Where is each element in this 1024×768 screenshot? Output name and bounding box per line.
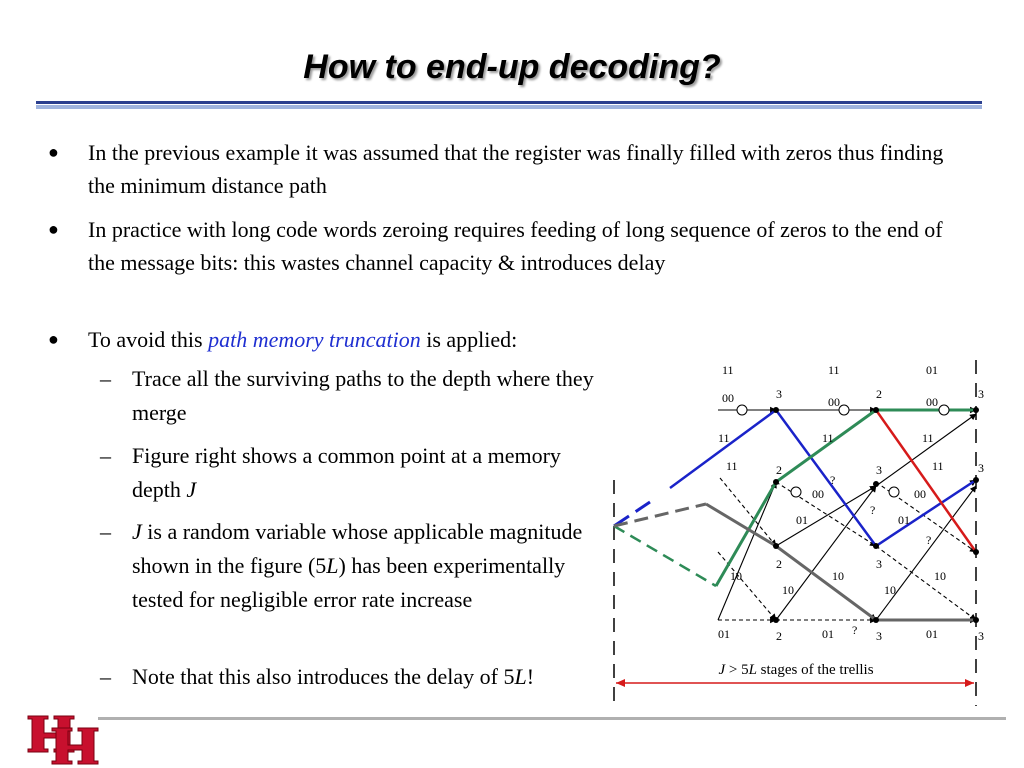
subbullet-dash: – — [100, 664, 111, 689]
trellis-label: 3 — [876, 557, 882, 571]
trellis-label: 2 — [876, 387, 882, 401]
subbullet-4-text — [132, 660, 602, 694]
trellis-label: 11 — [722, 363, 734, 377]
bullet-dot: ● — [48, 142, 59, 162]
bullet-dot: ● — [48, 329, 59, 349]
trellis-label: 3 — [876, 463, 882, 477]
subbullet-text-run: is a random variable whose applicable magnitude shown in the figure (5 — [132, 519, 583, 578]
trellis-label: ? — [830, 473, 836, 487]
subbullet-text-run: Trace all the surviving paths to the depth where they merge — [132, 366, 594, 425]
trellis-label: 10 — [730, 569, 742, 583]
trellis-label: 10 — [884, 583, 896, 597]
slide-title: How to end-up decoding? — [303, 48, 721, 86]
gray-survivor-path — [706, 504, 976, 620]
bullet-2-text: In practice with long code words zeroing requires feeding of long sequence of zeros to the end of the message bits: this wastes channel capacity & introduces delay — [88, 217, 943, 275]
caption-j: J — [718, 662, 726, 678]
subbullet-2-text — [132, 439, 602, 507]
trellis-label: 11 — [932, 459, 944, 473]
trellis-label: 00 — [926, 395, 938, 409]
trellis-label: 00 — [722, 391, 734, 405]
trellis-diagram — [600, 356, 1000, 712]
green-survivor-path — [614, 526, 716, 586]
trellis-label: 3 — [776, 387, 782, 401]
italic-variable: J — [186, 477, 197, 502]
bullet-3-text — [88, 323, 958, 356]
trellis-label: 11 — [718, 431, 730, 445]
bullet-3-prefix: To avoid this — [88, 327, 209, 352]
bullet-1-text: In the previous example it was assumed that the register was finally filled with zeros thus finding the minimum distance path — [88, 140, 944, 198]
trellis-label: 11 — [726, 459, 738, 473]
subbullet-text-run: ! — [526, 664, 535, 689]
subbullet-text-run: Note that this also introduces the delay of 5 — [132, 664, 515, 689]
trellis-label: 11 — [828, 363, 840, 377]
trellis-label: 01 — [822, 627, 834, 641]
subbullet-text-run: ) has been experimentally tested for negligible error rate increase — [132, 553, 566, 612]
caption-gt: > 5 — [725, 662, 749, 678]
trellis-label: 00 — [914, 487, 926, 501]
trellis-label: 3 — [978, 461, 984, 475]
subbullet-3-text — [132, 515, 602, 617]
bullet-dot: ● — [48, 219, 59, 239]
trellis-label: 10 — [782, 583, 794, 597]
trellis-label: 01 — [718, 627, 730, 641]
trellis-label: 3 — [876, 629, 882, 643]
trellis-label: 3 — [978, 387, 984, 401]
trellis-label: ? — [870, 503, 876, 517]
trellis-label: 11 — [922, 431, 934, 445]
italic-variable: L — [326, 553, 339, 578]
trellis-label: 10 — [832, 569, 844, 583]
trellis-label: 2 — [776, 463, 782, 477]
italic-variable: L — [514, 664, 527, 689]
trellis-label: 2 — [776, 557, 782, 571]
subbullet-dash: – — [100, 443, 111, 468]
subbullet-dash: – — [100, 366, 111, 391]
trellis-label: 01 — [796, 513, 808, 527]
caption-rest: stages of the trellis — [756, 662, 874, 678]
footer-divider — [98, 717, 1006, 720]
title-divider — [36, 101, 982, 110]
trellis-label: 00 — [828, 395, 840, 409]
trellis-label: 10 — [934, 569, 946, 583]
trellis-label: 01 — [926, 627, 938, 641]
bullet-3-suffix: is applied: — [420, 327, 518, 352]
caption-l: L — [748, 662, 757, 678]
trellis-label: 11 — [822, 431, 834, 445]
trellis-label: 3 — [978, 629, 984, 643]
subbullet-dash: – — [100, 519, 111, 544]
blue-survivor-path — [614, 502, 650, 526]
trellis-label: 01 — [926, 363, 938, 377]
trellis-label: ? — [926, 533, 932, 547]
trellis-label: ? — [852, 623, 858, 637]
path-memory-truncation-term: path memory truncation — [208, 327, 421, 352]
italic-variable: J — [132, 519, 142, 544]
diagram-caption — [718, 662, 873, 678]
subbullet-1-text — [132, 362, 602, 430]
trellis-label: 00 — [812, 487, 824, 501]
uh-logo-icon — [26, 714, 104, 766]
trellis-label: 2 — [776, 629, 782, 643]
trellis-label: 01 — [898, 513, 910, 527]
subbullet-text-run: Figure right shows a common point at a memory depth — [132, 443, 561, 502]
